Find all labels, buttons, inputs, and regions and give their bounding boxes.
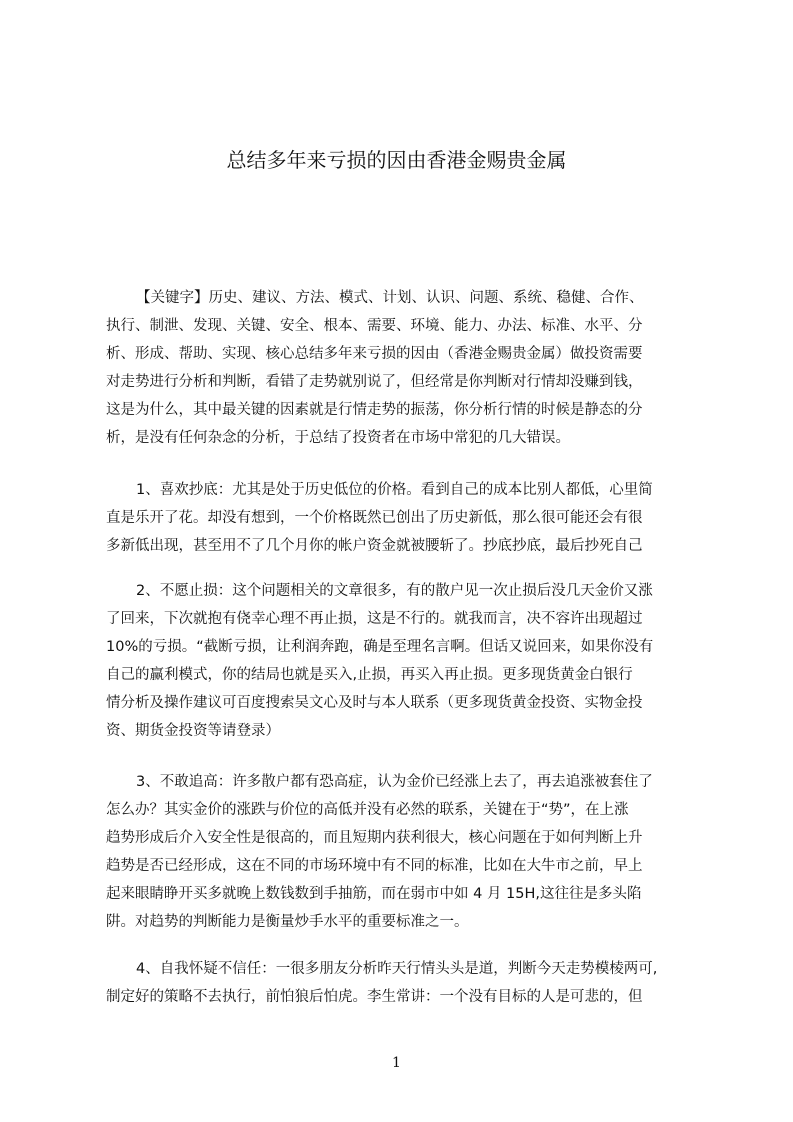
text-line: 析，是没有任何杂念的分析，于总结了投资者在市场中常犯的几大错误。	[106, 430, 570, 446]
text-line: 直是乐开了花。却没有想到，一个价格既然已创出了历史新低，那么很可能还会有很	[106, 510, 643, 526]
text-line: 【关键字】历史、建议、方法、模式、计划、认识、问题、系统、稳健、合作、	[136, 290, 644, 306]
text-line: 趋势形成后介入安全性是很高的，而且短期内获利很大，核心问题在于如何判断上升	[106, 830, 643, 846]
text-line: 了回来，下次就抱有侥幸心理不再止损，这是不行的。就我而言，决不容许出现超过	[106, 611, 643, 627]
text-line: 2、不愿止损：这个问题相关的文章很多，有的散户见一次止损后没几天金价又涨	[136, 583, 653, 599]
text-line: 多新低出现，甚至用不了几个月你的帐户资金就被腰斩了。抄底抄底，最后抄死自己	[106, 538, 643, 554]
text-line: 情分析及操作建议可百度搜索吴文心及时与本人联系（更多现货黄金投资、实物金投	[106, 695, 643, 711]
paragraph-1	[106, 476, 726, 560]
text-line: 趋势是否已经形成，这在不同的市场环境中有不同的标准，比如在大牛市之前，早上	[106, 858, 643, 874]
text-line: 阱。对趋势的判断能力是衡量炒手水平的重要标准之一。	[106, 914, 469, 930]
paragraph-2	[106, 577, 726, 745]
text-line: 自己的赢利模式，你的结局也就是买入,止损，再买入再止损。更多现货黄金白银行	[106, 667, 633, 683]
keywords-paragraph	[106, 284, 726, 452]
text-line: 这是为什么，其中最关键的因素就是行情走势的振荡，你分析行情的时候是静态的分	[106, 402, 643, 418]
text-line: 起来眼睛睁开买多就晚上数钱数到手抽筋，而在弱市中如 4 月 15H,这往往是多头陷	[106, 886, 642, 902]
text-line: 1、喜欢抄底：尤其是处于历史低位的价格。看到自己的成本比别人都低，心里简	[136, 482, 653, 498]
text-line: 对走势进行分析和判断，看错了走势就别说了，但经常是你判断对行情却没赚到钱，	[106, 374, 643, 390]
text-line: 3、不敢追高：许多散户都有恐高症，认为金价已经涨上去了，再去追涨被套住了	[136, 774, 653, 790]
text-line: 制定好的策略不去执行，前怕狼后怕虎。李生常讲：一个没有目标的人是可悲的，但	[106, 989, 643, 1005]
document-title: 总结多年来亏损的因由香港金赐贵金属	[226, 148, 567, 172]
paragraph-4	[106, 955, 726, 1011]
paragraph-3	[106, 768, 726, 936]
text-line: 析、形成、帮助、实现、核心总结多年来亏损的因由（香港金赐贵金属）做投资需要	[106, 346, 643, 362]
page-number: 1	[392, 1055, 401, 1071]
text-line: 4、自我怀疑不信任：一很多朋友分析昨天行情头头是道，判断今天走势模棱两可,	[136, 961, 658, 977]
text-line: 资、期货金投资等请登录）	[106, 723, 280, 739]
text-line: 执行、制泄、发现、关键、安全、根本、需要、环境、能力、办法、标准、水平、分	[106, 318, 643, 334]
text-line: 10%的亏损。“截断亏损，让利润奔跑，确是至理名言啊。但话又说回来，如果你没有	[106, 639, 654, 655]
text-line: 怎么办？其实金价的涨跌与价位的高低并没有必然的联系，关键在于“势”，在上涨	[106, 802, 629, 818]
